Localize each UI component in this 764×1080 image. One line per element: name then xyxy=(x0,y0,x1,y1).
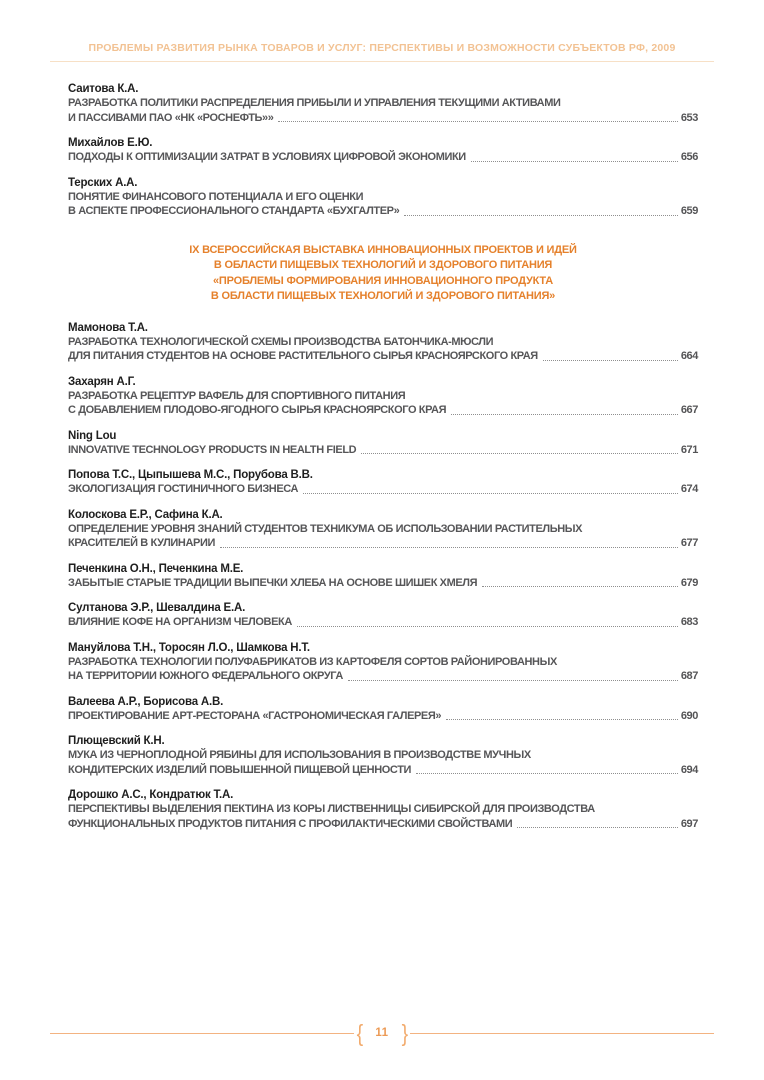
entry-author: Терских А.А. xyxy=(68,176,138,189)
section-heading xyxy=(68,243,698,305)
entry-title-line xyxy=(68,349,698,364)
entry-title-text: ПОНЯТИЕ ФИНАНСОВОГО ПОТЕНЦИАЛА И ЕГО ОЦЕНКИ xyxy=(68,190,364,203)
entry-author: Попова Т.С., Цыпышева М.С., Порубова В.В. xyxy=(68,469,313,481)
entry-page-number: 690 xyxy=(680,709,698,722)
entry-title-line xyxy=(68,96,698,111)
entry-author: Ning Lou xyxy=(68,429,117,442)
running-header-title: ПРОБЛЕМЫ РАЗВИТИЯ РЫНКА ТОВАРОВ И УСЛУГ: ПЕРСПЕКТИВЫ И ВОЗМОЖНОСТИ СУБЪЕКТОВ РФ, 2009 xyxy=(88,42,676,54)
entry-title-text: ВЛИЯНИЕ КОФЕ НА ОРГАНИЗМ ЧЕЛОВЕКА xyxy=(68,616,292,628)
entry-page-number: 659 xyxy=(680,205,698,217)
entry-title-line xyxy=(68,748,698,763)
dotted-leader xyxy=(538,349,681,364)
brace-right-icon: } xyxy=(401,1020,408,1046)
dotted-leader xyxy=(441,709,681,724)
entry-page-number: 671 xyxy=(680,443,698,456)
entry-title-line xyxy=(68,536,698,551)
toc xyxy=(68,82,698,831)
entry-title-text: ПОДХОДЫ К ОПТИМИЗАЦИИ ЗАТРАТ В УСЛОВИЯХ ЦИФРОВОЙ ЭКОНОМИКИ xyxy=(68,151,466,163)
entry-title-line xyxy=(68,389,698,404)
entry-page-number: 679 xyxy=(680,576,698,589)
entry-title-text: С ДОБАВЛЕНИЕМ ПЛОДОВО-ЯГОДНОГО СЫРЬЯ КРАСНОЯРСКОГО КРАЯ xyxy=(68,404,447,416)
entry-author: Мамонова Т.А. xyxy=(68,321,148,334)
entry-title-text: ЭКОЛОГИЗАЦИЯ ГОСТИНИЧНОГО БИЗНЕСА xyxy=(68,483,299,495)
footer-rule-right xyxy=(410,1033,714,1034)
entry-author: Печенкина О.Н., Печенкина М.Е. xyxy=(68,562,244,575)
entry-title-line xyxy=(68,669,698,684)
entry-page-number: 694 xyxy=(680,763,698,776)
entry-author: Плющевский К.Н. xyxy=(68,735,165,747)
entry-title-text: ОПРЕДЕЛЕНИЕ УРОВНЯ ЗНАНИЙ СТУДЕНТОВ ТЕХНИКУМА ОБ ИСПОЛЬЗОВАНИИ РАСТИТЕЛЬНЫХ xyxy=(68,522,583,535)
section-heading-line: IX ВСЕРОССИЙСКАЯ ВЫСТАВКА ИННОВАЦИОННЫХ ПРОЕКТОВ И ИДЕЙ xyxy=(189,243,577,256)
dotted-leader xyxy=(273,111,680,126)
entry-title-text: ЗАБЫТЫЕ СТАРЫЕ ТРАДИЦИИ ВЫПЕЧКИ ХЛЕБА НА ОСНОВЕ ШИШЕК ХМЕЛЯ xyxy=(68,576,478,589)
entry-title-text: КОНДИТЕРСКИХ ИЗДЕЛИЙ ПОВЫШЕННОЙ ПИЩЕВОЙ ЦЕННОСТИ xyxy=(68,763,412,776)
entry-title-text: И ПАССИВАМИ ПАО «НК «РОСНЕФТЬ»» xyxy=(68,111,274,124)
entry-page-number: 683 xyxy=(680,616,698,628)
entry-author: Колоскова Е.Р., Сафина К.А. xyxy=(68,508,223,521)
entry-title-line xyxy=(68,709,698,724)
entry-title-text: РАЗРАБОТКА ПОЛИТИКИ РАСПРЕДЕЛЕНИЯ ПРИБЫЛИ И УПРАВЛЕНИЯ ТЕКУЩИМИ АКТИВАМИ xyxy=(68,97,561,109)
toc-entry xyxy=(68,176,698,219)
toc-entry xyxy=(68,734,698,777)
toc-entry xyxy=(68,468,698,497)
dotted-leader xyxy=(399,204,681,219)
toc-entry xyxy=(68,562,698,591)
toc-entry xyxy=(68,429,698,458)
entry-title-text: ДЛЯ ПИТАНИЯ СТУДЕНТОВ НА ОСНОВЕ РАСТИТЕЛЬНОГО СЫРЬЯ КРАСНОЯРСКОГО КРАЯ xyxy=(68,350,538,362)
header-rule xyxy=(50,61,714,62)
entry-title-text: ФУНКЦИОНАЛЬНЫХ ПРОДУКТОВ ПИТАНИЯ С ПРОФИЛАКТИЧЕСКИМИ СВОЙСТВАМИ xyxy=(68,817,513,830)
entry-author: Султанова Э.Р., Шевалдина Е.А. xyxy=(68,602,246,614)
dotted-leader xyxy=(477,576,681,591)
dotted-leader xyxy=(298,482,681,497)
toc-entry xyxy=(68,136,698,165)
dotted-leader xyxy=(292,615,681,630)
entry-page-number: 653 xyxy=(680,111,698,124)
entry-author: Дорошко А.С., Кондратюк Т.А. xyxy=(68,789,234,801)
entry-title-line xyxy=(68,576,698,591)
toc-entry xyxy=(68,695,698,724)
entry-title-text: ПРОЕКТИРОВАНИЕ АРТ-РЕСТОРАНА «ГАСТРОНОМИЧЕСКАЯ ГАЛЕРЕЯ» xyxy=(68,709,442,722)
dotted-leader xyxy=(356,443,681,458)
toc-entry xyxy=(68,508,698,551)
entry-title-line xyxy=(68,335,698,350)
entry-title-line xyxy=(68,443,698,458)
toc-entry xyxy=(68,601,698,630)
entry-title-line xyxy=(68,655,698,670)
dotted-leader xyxy=(466,150,681,165)
dotted-leader xyxy=(215,536,681,551)
entry-title-line xyxy=(68,150,698,165)
entry-author: Мануйлова Т.Н., Торосян Л.О., Шамкова Н.Т. xyxy=(68,641,310,654)
entry-title-line xyxy=(68,403,698,418)
toc-entry xyxy=(68,321,698,364)
dotted-leader xyxy=(343,669,681,684)
footer-rule-left xyxy=(50,1033,354,1034)
section-heading-line: «ПРОБЛЕМЫ ФОРМИРОВАНИЯ ИННОВАЦИОННОГО ПРОДУКТА xyxy=(213,274,553,287)
entry-author: Михайлов Е.Ю. xyxy=(68,137,153,149)
entry-page-number: 674 xyxy=(680,483,698,495)
entry-page-number: 664 xyxy=(680,350,698,362)
entry-author: Саитова К.А. xyxy=(68,83,139,95)
entry-page-number: 677 xyxy=(680,537,698,549)
toc-entry xyxy=(68,375,698,418)
brace-left-icon: { xyxy=(356,1020,363,1046)
entry-title-text: РАЗРАБОТКА РЕЦЕПТУР ВАФЕЛЬ ДЛЯ СПОРТИВНОГО ПИТАНИЯ xyxy=(68,389,406,402)
toc-entry xyxy=(68,641,698,684)
toc-entry xyxy=(68,788,698,831)
entry-title-text: МУКА ИЗ ЧЕРНОПЛОДНОЙ РЯБИНЫ ДЛЯ ИСПОЛЬЗОВАНИЯ В ПРОИЗВОДСТВЕ МУЧНЫХ xyxy=(68,749,531,761)
entry-title-line xyxy=(68,615,698,630)
entry-title-text: ПЕРСПЕКТИВЫ ВЫДЕЛЕНИЯ ПЕКТИНА ИЗ КОРЫ ЛИСТВЕННИЦЫ СИБИРСКОЙ ДЛЯ ПРОИЗВОДСТВА xyxy=(68,803,595,815)
entry-title-line xyxy=(68,204,698,219)
toc-entry xyxy=(68,82,698,125)
entry-title-text: РАЗРАБОТКА ТЕХНОЛОГИЧЕСКОЙ СХЕМЫ ПРОИЗВОДСТВА БАТОНЧИКА-МЮСЛИ xyxy=(68,335,494,348)
entry-title-line xyxy=(68,802,698,817)
footer-page-number: 11 xyxy=(375,1027,389,1039)
entry-page-number: 697 xyxy=(680,817,698,830)
entry-title-text: НА ТЕРРИТОРИИ ЮЖНОГО ФЕДЕРАЛЬНОГО ОКРУГА xyxy=(68,670,343,682)
entry-title-text: INNOVATIVE TECHNOLOGY PRODUCTS IN HEALTH FIELD xyxy=(68,443,357,456)
dotted-leader xyxy=(512,817,681,832)
entry-title-line xyxy=(68,522,698,537)
entry-title-line xyxy=(68,111,698,126)
dotted-leader xyxy=(446,403,681,418)
entry-author: Валеева А.Р., Борисова А.В. xyxy=(68,695,224,708)
entry-title-line xyxy=(68,817,698,832)
entry-title-line xyxy=(68,190,698,205)
section-heading-line: В ОБЛАСТИ ПИЩЕВЫХ ТЕХНОЛОГИЙ И ЗДОРОВОГО ПИТАНИЯ xyxy=(213,259,553,271)
page-footer xyxy=(50,1018,714,1048)
entry-title-text: КРАСИТЕЛЕЙ В КУЛИНАРИИ xyxy=(68,537,215,549)
entry-title-text: РАЗРАБОТКА ТЕХНОЛОГИИ ПОЛУФАБРИКАТОВ ИЗ КАРТОФЕЛЯ СОРТОВ РАЙОНИРОВАННЫХ xyxy=(68,655,557,668)
dotted-leader xyxy=(411,763,681,778)
entry-title-line xyxy=(68,763,698,778)
entry-page-number: 687 xyxy=(680,670,698,682)
entry-author: Захарян А.Г. xyxy=(68,375,136,388)
entry-page-number: 656 xyxy=(680,151,698,163)
entry-title-text: В АСПЕКТЕ ПРОФЕССИОНАЛЬНОГО СТАНДАРТА «БУХГАЛТЕР» xyxy=(68,205,400,217)
entry-page-number: 667 xyxy=(680,404,698,416)
section-heading-line: В ОБЛАСТИ ПИЩЕВЫХ ТЕХНОЛОГИЙ И ЗДОРОВОГО ПИТАНИЯ» xyxy=(210,290,556,302)
entry-title-line xyxy=(68,482,698,497)
